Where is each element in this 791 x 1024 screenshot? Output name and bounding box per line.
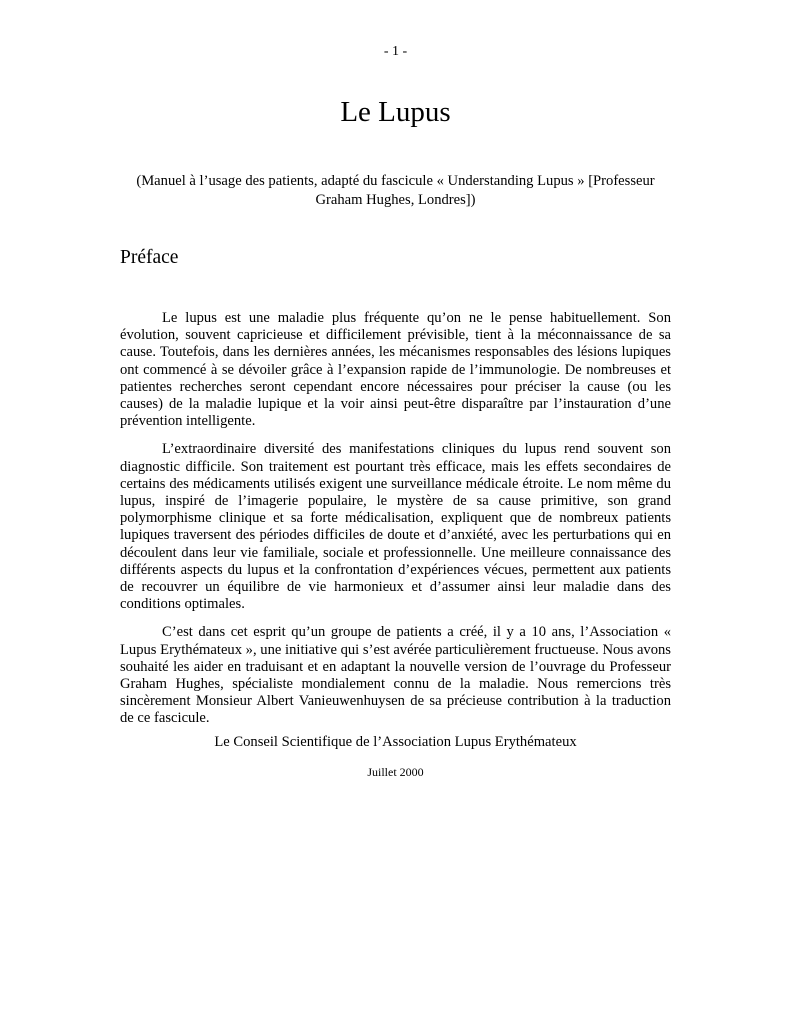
preface-paragraph-3: C’est dans cet esprit qu’un groupe de patients a créé, il y a 10 ans, l’Association « Lupus Erythémateux », une initiative qui s’est avérée particulièrement fructueuse. Nous avons souhaité les aider en traduisant et en adaptant la nouvelle version de l’ouvrage du Professeur Graham Hughes, spécialiste mondialement connu de la maladie. Nous remercions très sincèrement Monsieur Albert Vanieuwenhuysen de sa précieuse contribution à la traduction de ce fascicule. (120, 624, 671, 727)
preface-body (120, 310, 671, 739)
page-number: - 1 - (383, 44, 408, 59)
signature: Le Conseil Scientifique de l’Association Lupus Erythémateux (214, 734, 577, 750)
preface-paragraph-1: Le lupus est une maladie plus fréquente qu’on ne le pense habituellement. Son évolution, souvent capricieuse et difficilement prévisible, tient à la méconnaissance de sa cause. Toutefois, dans les dernières années, les mécanismes responsables des lésions lupiques ont commencé à se dévoiler grâce à l’expansion rapide de l’immunologie. De nombreuses et patientes recherches seront cependant encore nécessaires pour préciser la cause (ou les causes) de la maladie lupique et la voir ainsi peut-être disparaître par l’instauration d’une prévention intelligente. (120, 310, 671, 430)
document-title: Le Lupus (340, 96, 451, 128)
preface-paragraph-2: L’extraordinaire diversité des manifestations cliniques du lupus rend souvent son diagnostic difficile. Son traitement est pourtant très efficace, mais les effets secondaires de certains des médicaments utilisés exigent une surveillance médicale étroite. Le nom même du lupus, inspiré de l’imagerie populaire, le mystère de sa cause primitive, son grand polymorphisme clinique et sa forte médicalisation, expliquent que de nombreux patients lupiques traversent des périodes difficiles de doute et d’anxiété, avec les perturbations qui en découlent dans leur vie familiale, sociale et professionnelle. Une meilleure connaissance des différents aspects du lupus et la confrontation d’expériences vécues, permettent aux patients de recouvrer un équilibre de vie harmonieux et d’assumer ainsi leur maladie dans des conditions optimales. (120, 441, 671, 613)
document-subtitle: (Manuel à l’usage des patients, adapté du fascicule « Understanding Lupus » [Professeur Graham Hughes, Londres]) (136, 173, 655, 208)
date: Juillet 2000 (367, 765, 424, 779)
section-heading-preface: Préface (120, 247, 179, 268)
